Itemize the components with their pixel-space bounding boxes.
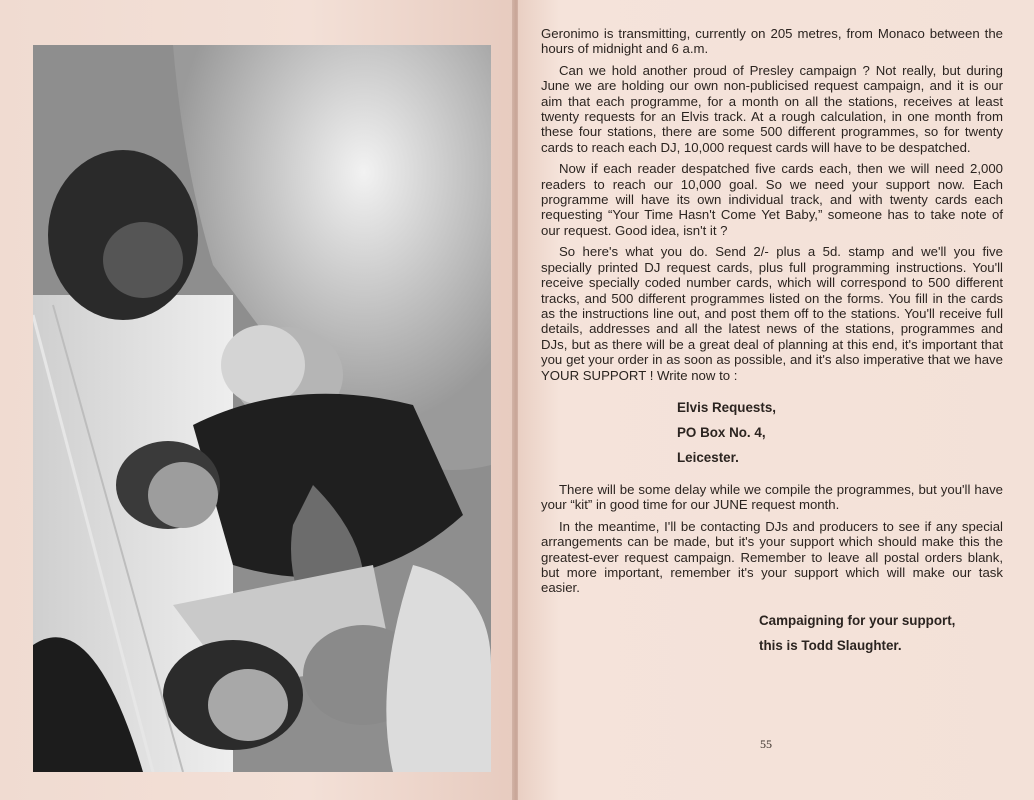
paragraph: In the meantime, I'll be contacting DJs and producers to see if any special arrangements can be made, but it's your support which should make this the greatest-ever request campaign. Remember to leave all postal orders blank, but more important, remember it's your support which will make our task easier.: [541, 518, 1003, 596]
black-and-white-photo: [33, 45, 491, 772]
address-line: Leicester.: [677, 449, 739, 465]
address-line: Elvis Requests,: [677, 399, 776, 415]
postal-address: [677, 395, 1003, 470]
paragraph: Now if each reader despatched five cards each, then we will need 2,000 readers to reach our 10,000 goal. So we need your support now. Each programme will have its own individual track, and with twenty cards each requesting “Your Time Hasn't Come Yet Baby,” someone has to take note of our request. Good idea, isn't it ?: [541, 161, 1003, 238]
signoff-line: this is Todd Slaughter.: [759, 637, 902, 653]
paragraph: Geronimo is transmitting, currently on 205 metres, from Monaco between the hours of midnight and 6 a.m.: [541, 26, 1003, 57]
paragraph: So here's what you do. Send 2/- plus a 5d. stamp and we'll you five specially printed DJ request cards, plus full programming instructions. You'll receive specially coded number cards, which will correspond to 500 different tracks, and 500 different programmes listed on the forms. You fill in the cards as the instructions line out, and post them off to the stations. You'll receive full details, addresses and all the latest news of the stations, programmes and DJs, but as there will be a great deal of planning at this end, it's important that you get your order in as soon as possible, and it's also imperative that we have YOUR SUPPORT ! Write now to :: [541, 244, 1003, 383]
left-page: [0, 0, 515, 800]
signoff-line: Campaigning for your support,: [759, 612, 956, 628]
paragraph: Can we hold another proud of Presley campaign ? Not really, but during June we are holding our own non-publicised request campaign, and it is our aim that each programme, for a month on all the stations, receives at least twenty requests for an Elvis track. At a rough calculation, in one month from these four stations, there are some 500 different programmes, so for twenty cards to reach each DJ, 10,000 request cards will have to be despatched.: [541, 62, 1003, 155]
paragraph: There will be some delay while we compile the programmes, but you'll have your “kit” in good time for our JUNE request month.: [541, 481, 1003, 513]
page-number: 55: [760, 737, 772, 751]
address-line: PO Box No. 4,: [677, 424, 766, 440]
signoff: [759, 608, 1003, 658]
article-text: [541, 26, 1003, 658]
